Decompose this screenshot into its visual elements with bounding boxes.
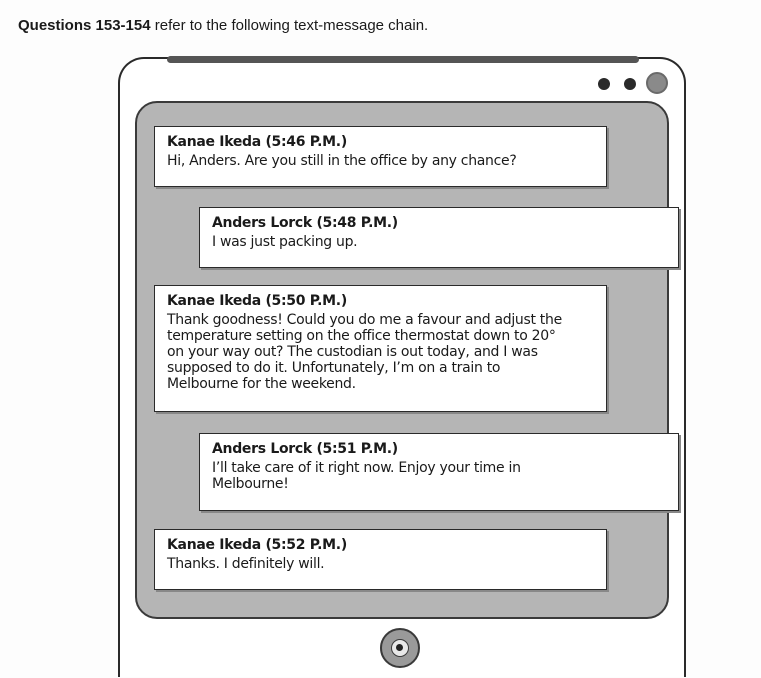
question-intro: refer to the following text-message chain. — [154, 17, 429, 34]
message-text: Thanks. I definitely will. — [167, 556, 325, 572]
question-header — [18, 17, 428, 34]
message-text: I’ll take care of it right now. Enjoy your time in Melbourne! — [212, 460, 521, 492]
message-sender: Anders Lorck (5:48 P.M.) — [212, 215, 398, 231]
message-text: Thank goodness! Could you do me a favour and adjust the temperature setting on the office thermostat down to 20° on your way out? The custodian is out today, and I was supposed to do it. Unfortunately, I’m on a train to Melbourne for the weekend. — [167, 312, 562, 392]
speaker-bar — [167, 56, 639, 63]
message-bubble — [199, 433, 679, 511]
message-bubble — [199, 207, 679, 268]
message-sender: Anders Lorck (5:51 P.M.) — [212, 441, 398, 457]
question-number: Questions 153-154 — [18, 17, 151, 34]
message-text: Hi, Anders. Are you still in the office by any chance? — [167, 153, 517, 169]
home-button-center — [396, 644, 403, 651]
message-sender: Kanae Ikeda (5:46 P.M.) — [167, 134, 347, 150]
camera-icon — [646, 72, 668, 94]
message-bubble — [154, 285, 607, 412]
message-bubble — [154, 126, 607, 187]
message-bubble — [154, 529, 607, 590]
message-text: I was just packing up. — [212, 234, 358, 250]
indicator-dot-icon — [624, 78, 636, 90]
message-sender: Kanae Ikeda (5:52 P.M.) — [167, 537, 347, 553]
home-button[interactable] — [380, 628, 420, 668]
indicator-dot-icon — [598, 78, 610, 90]
home-button-icon — [391, 639, 409, 657]
message-sender: Kanae Ikeda (5:50 P.M.) — [167, 293, 347, 309]
